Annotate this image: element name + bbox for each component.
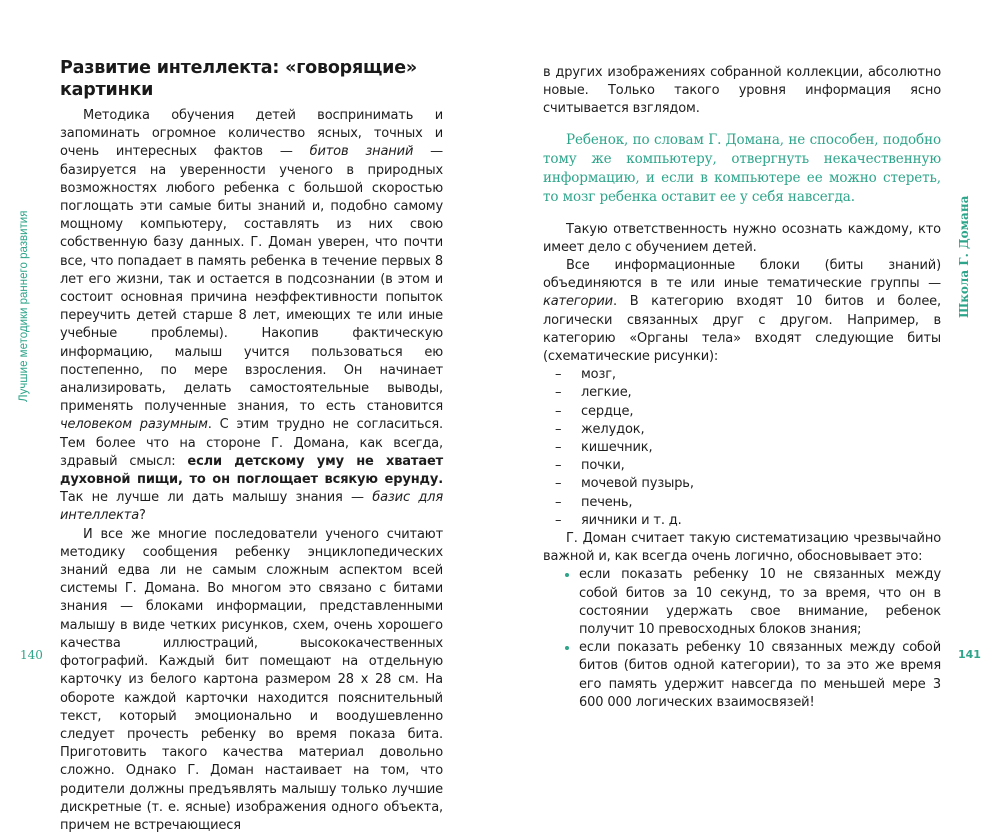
right-page xyxy=(500,0,1000,720)
list-item: – мозг, xyxy=(555,366,941,384)
paragraph-continuation: в других изображениях собранной коллекции, абсолютно новые. Только такого уровня информация ясно считывается взглядом. xyxy=(543,65,941,117)
dash-marker: – xyxy=(555,421,562,437)
paragraph-responsibility: Такую ответственность нужно осознать каждому, кто имеет дело с обучением детей. xyxy=(543,221,941,255)
left-column xyxy=(60,57,443,835)
dash-marker: – xyxy=(555,385,562,401)
bullet-item: если показать ребенку 10 связанных между собой битов (битов одной категории), то за это же время его память удержит навсегда по меньшей мере 3 600 000 логических взаимосвязей! xyxy=(565,639,941,712)
section-title: Развитие интеллекта: «говорящие» картинки xyxy=(60,58,418,100)
list-item: – мочевой пузырь, xyxy=(555,475,941,493)
highlight-quote: Ребенок, по словам Г. Домана, не способен, подобно тому же компьютеру, отвергнуть некачественную информацию, и если в компьютере ее можно стереть, то мозг ребенка оставит ее у себя навсегда. xyxy=(543,131,941,205)
list-item: – желудок, xyxy=(555,421,941,439)
dash-marker: – xyxy=(555,367,562,383)
left-page xyxy=(0,0,500,833)
list-item: – яичники и т. д. xyxy=(555,512,941,530)
bullet-dot-icon xyxy=(565,573,569,577)
running-head-left: Лучшие методики раннего развития xyxy=(18,210,30,402)
dash-marker: – xyxy=(555,403,562,419)
paragraph-systematization: Г. Доман считает такую систематизацию чрезвычайно важной и, как всегда очень логично, обосновывает это: xyxy=(543,531,941,565)
paragraph-methodology: И все же многие последователи ученого считают методику сообщения ребенку энциклопедических знаний едва ли не самым сложным аспектом всей системы Г. Домана. Во многом это связано с битами знания — блоками информации, представленными малышу в виде четких рисунков, схем, очень хорошего качества иллюстраций, высококачественных фотографий. Каждый бит помещают на отдельную карточку из белого картона размером 28 x 28 см. На обороте каждой карточки находится пояснительный текст, который эмоционально и воодушевленно следует прочесть ребенку во время показа бита. Приготовить такого качества материал довольно сложно. Однако Г. Доман настаивает на том, что родители должны предъявлять малышу только лучшие дискретные (т. е. ясные) изображения одного объекта, причем не встречающиеся xyxy=(60,526,443,833)
paragraph-categories: Все информационные блоки (биты знаний) объединяются в те или иные тематические группы — категории. В категорию входят 10 битов и более, логически связанных друг с другом. Например, в категорию «Органы тела» входят следующие биты (схематические рисунки): xyxy=(543,258,941,365)
bullet-dot-icon xyxy=(565,646,569,650)
organs-list xyxy=(543,366,941,530)
term-bits-of-knowledge: битов знаний xyxy=(309,144,414,160)
list-item: – легкие, xyxy=(555,384,941,402)
bullet-list xyxy=(543,566,941,712)
term-homo-sapiens: человеком разумным xyxy=(60,417,208,433)
bold-statement: если детскому уму не хватает духовной пищи, то он поглощает всякую ерунду. xyxy=(60,453,443,488)
bullet-item: если показать ребенку 10 не связанных между собой битов за 10 секунд, то за время, что он в состоянии удержать свое внимание, ребенок получит 10 превосходных блоков знания; xyxy=(565,566,941,639)
running-head-right: Школа Г. Домана xyxy=(957,195,971,318)
term-basis-for-intellect: базис для интеллекта xyxy=(60,490,443,524)
paragraph-intro: Методика обучения детей воспринимать и запоминать огромное количество ясных, точных и очень интересных фактов — битов знаний — базируется на уверенности ученого в природных возможностях любого ребенка с большой скоростью поглощать эти самые биты знаний и, подобно самому мощному компьютеру, составлять из них свою собственную базу данных. Г. Доман уверен, что почти все, что попадает в память ребенка в течение первых 8 лет его жизни, так и остается в подсознании (в этом и состоит основная причина неэффективности попыток переучить детей старше 8 лет, имеющих те или иные учебные проблемы). Накопив фактическую информацию, малыш учится пользоваться ею постепенно, по мере взросления. Он начинает анализировать, делать самостоятельные выводы, применять полученные знания, то есть становится человеком разумным. С этим трудно не согласиться. Тем более что на стороне Г. Домана, как всегда, здравый смысл: если детскому уму не хватает духовной пищи, то он поглощает всякую ерунду. Так не лучше ли дать малышу знания — базис для интеллекта? xyxy=(60,108,444,524)
dash-marker: – xyxy=(555,494,562,510)
page-number-right: 141 xyxy=(958,648,981,661)
right-column xyxy=(543,64,941,712)
dash-marker: – xyxy=(555,512,562,528)
dash-marker: – xyxy=(555,476,562,492)
list-item: – печень, xyxy=(555,494,941,512)
dash-marker: – xyxy=(555,440,562,456)
term-categories: категории xyxy=(543,294,613,310)
list-item: – почки, xyxy=(555,457,941,475)
page-number-left: 140 xyxy=(20,648,43,662)
dash-marker: – xyxy=(555,458,562,474)
list-item: – сердце, xyxy=(555,403,941,421)
list-item: – кишечник, xyxy=(555,439,941,457)
